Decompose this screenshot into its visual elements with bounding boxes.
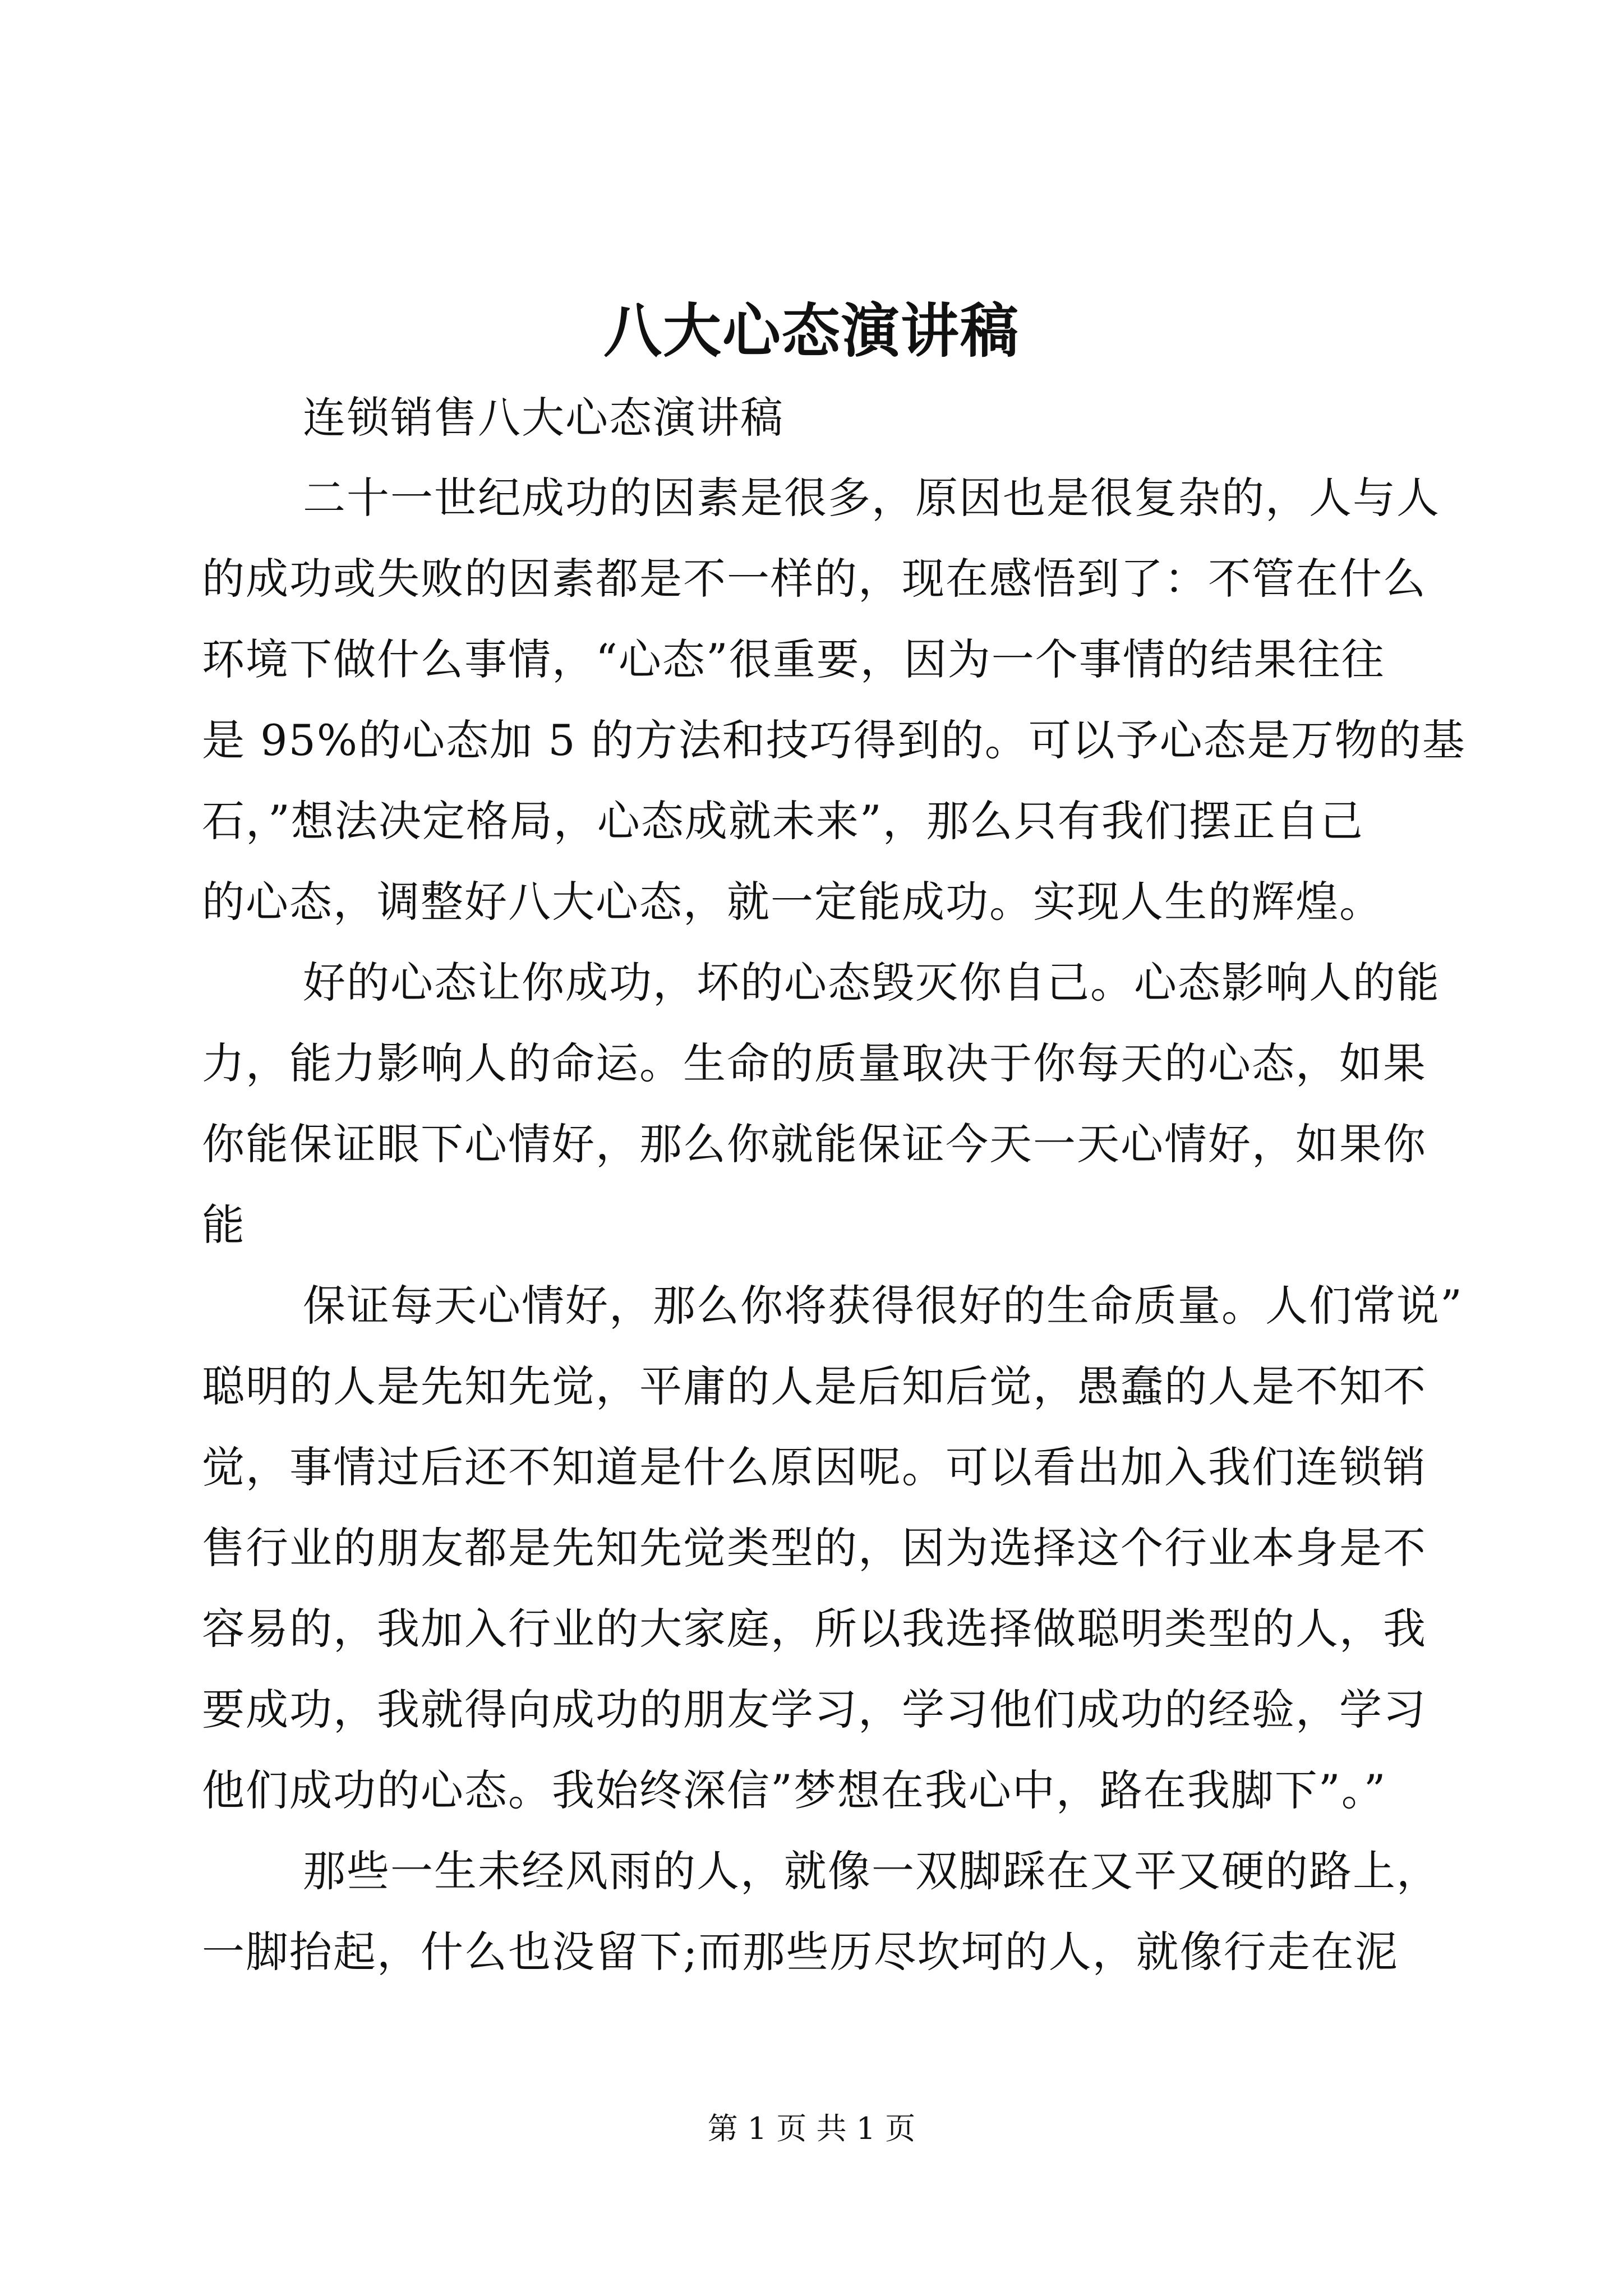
paragraph-line: 售行业的朋友都是先知先觉类型的，因为选择这个行业本身是不 [202, 1523, 1427, 1573]
paragraph-line: 力，能力影响人的命运。生命的质量取决于你每天的心态，如果 [202, 1038, 1427, 1088]
paragraph-line: 的心态，调整好八大心态，就一定能成功。实现人生的辉煌。 [202, 877, 1383, 927]
paragraph-line: 二十一世纪成功的因素是很多，原因也是很复杂的，人与人 [303, 473, 1440, 523]
paragraph-line: 能 [202, 1200, 246, 1250]
document-title: 八大心态演讲稿 [603, 296, 1020, 365]
paragraph-line: 环境下做什么事情，“心态”很重要，因为一个事情的结果往往 [202, 634, 1385, 684]
page-number-footer: 第 1 页 共 1 页 [707, 2111, 916, 2146]
paragraph-line: 好的心态让你成功，坏的心态毁灭你自己。心态影响人的能 [303, 958, 1440, 1007]
paragraph-line: 觉，事情过后还不知道是什么原因呢。可以看出加入我们连锁销 [202, 1442, 1427, 1492]
paragraph-line: 是 95%的心态加 5 的方法和技巧得到的。可以予心态是万物的基 [202, 715, 1466, 765]
paragraph-line: 聪明的人是先知先觉，平庸的人是后知后觉，愚蠢的人是不知不 [202, 1361, 1427, 1411]
paragraph-line: 要成功，我就得向成功的朋友学习，学习他们成功的经验，学习 [202, 1685, 1427, 1734]
paragraph-line: 他们成功的心态。我始终深信”梦想在我心中，路在我脚下”。” [202, 1765, 1387, 1815]
paragraph-line: 保证每天心情好，那么你将获得很好的生命质量。人们常说” [303, 1281, 1463, 1331]
paragraph-line: 的成功或失败的因素都是不一样的，现在感悟到了：不管在什么 [202, 554, 1427, 604]
paragraph-line: 你能保证眼下心情好，那么你就能保证今天一天心情好，如果你 [202, 1119, 1427, 1169]
paragraph-line: 一脚抬起，什么也没留下;而那些历尽坎坷的人，就像行走在泥 [202, 1927, 1399, 1977]
paragraph-line: 容易的，我加入行业的大家庭，所以我选择做聪明类型的人，我 [202, 1604, 1427, 1654]
paragraph-line: 石，”想法决定格局，心态成就未来”，那么只有我们摆正自己 [202, 796, 1364, 846]
paragraph-line: 那些一生未经风雨的人，就像一双脚踩在又平又硬的路上， [303, 1846, 1440, 1896]
subtitle-line: 连锁销售八大心态演讲稿 [303, 393, 784, 443]
